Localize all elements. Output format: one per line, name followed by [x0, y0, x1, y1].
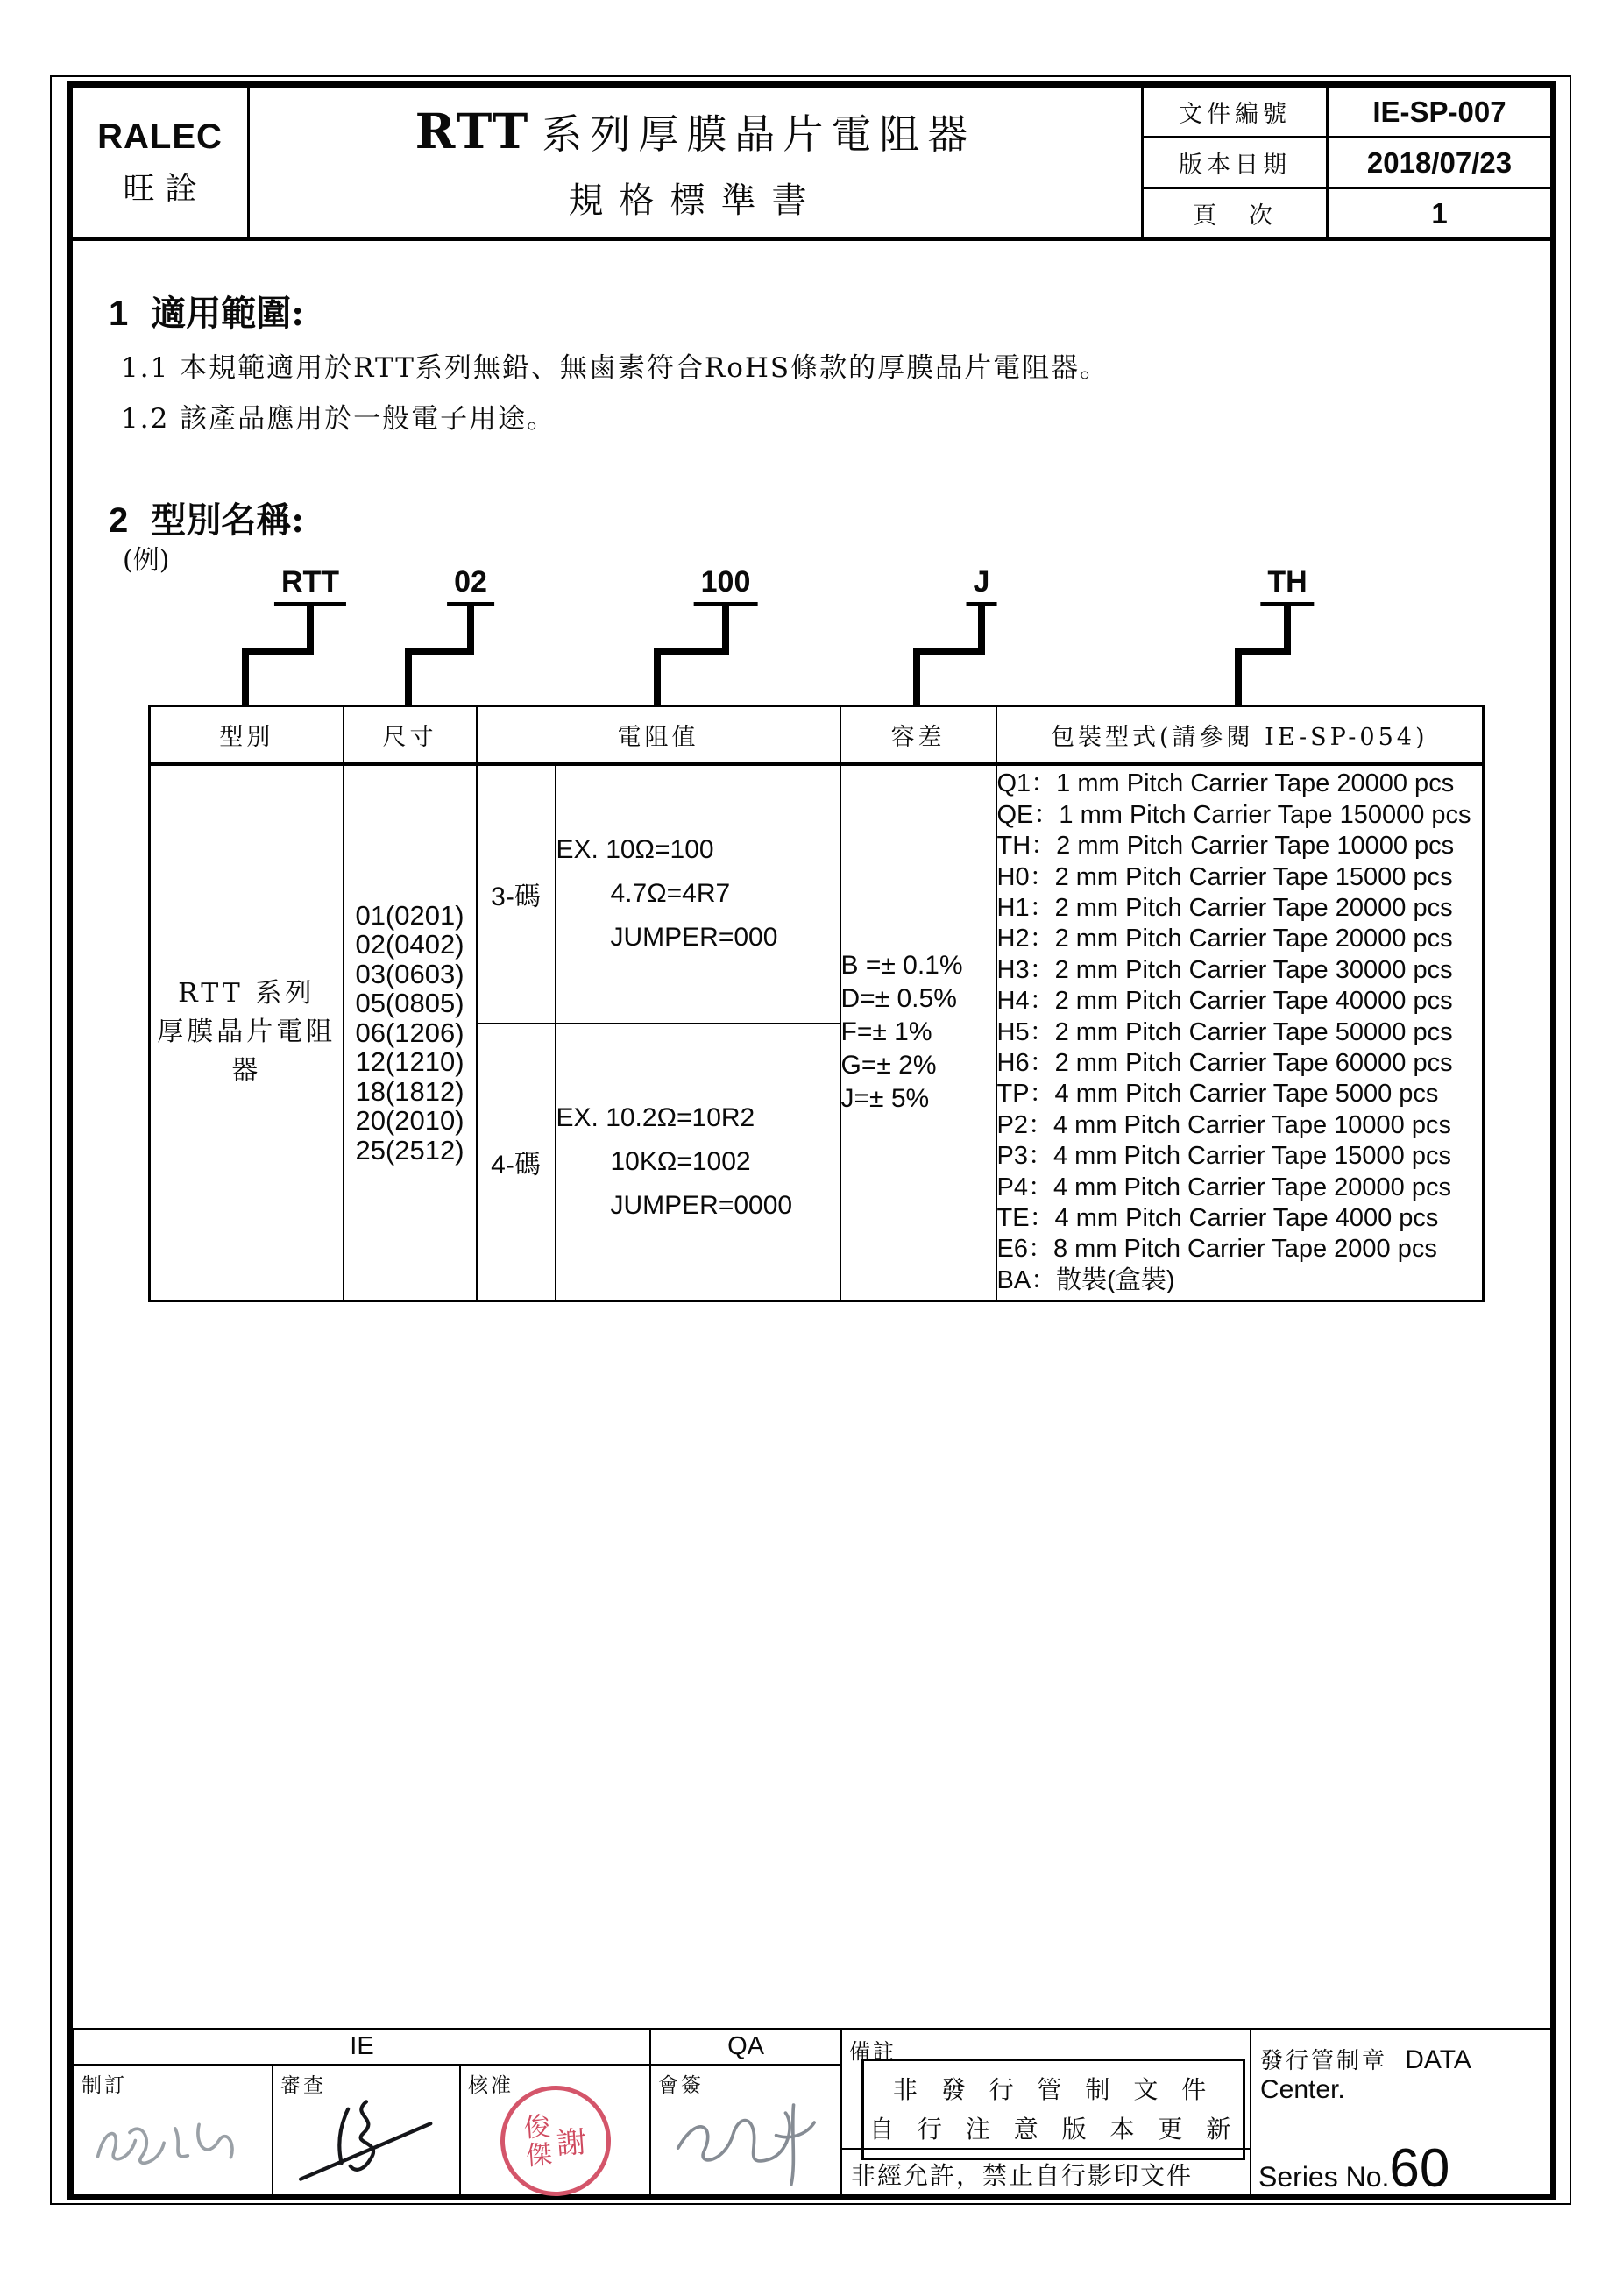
- connector-series: [245, 606, 310, 706]
- scope-item-1: 1.1 本規範適用於RTT系列無鉛、無鹵素符合RoHS條款的厚膜晶片電阻器。: [121, 352, 1109, 384]
- issue-control-value: DATA Center.: [1260, 2045, 1471, 2104]
- version-date-value: 2018/07/23: [1366, 145, 1513, 179]
- countersign-cell: [650, 2065, 841, 2198]
- packing-item: Q1：1 mm Pitch Carrier Tape 20000 pcs: [996, 769, 1455, 798]
- approver-stamp: [461, 2085, 649, 2197]
- packing-item: H1：2 mm Pitch Carrier Tape 20000 pcs: [996, 893, 1453, 922]
- section-1-number: 1: [109, 294, 129, 333]
- packing-item: H2：2 mm Pitch Carrier Tape 20000 pcs: [996, 925, 1453, 953]
- table-row-3digit: [150, 764, 1484, 1024]
- table-header-row: [150, 706, 1484, 764]
- size-item: 25(2512): [355, 1134, 464, 1166]
- countersign-signature-icon: [658, 2090, 833, 2191]
- group-ie: IE: [74, 2030, 650, 2065]
- example-line: EX. 10.2Ω=10R2: [556, 1102, 755, 1132]
- packing-item: P2：4 mm Pitch Carrier Tape 10000 pcs: [996, 1110, 1451, 1139]
- pn-code-resistance: 100: [694, 565, 758, 606]
- connector-size: [408, 606, 471, 706]
- pn-connector-lines: [0, 606, 1623, 706]
- packing-item: QE：1 mm Pitch Carrier Tape 150000 pcs: [996, 800, 1471, 829]
- connector-resistance: [657, 606, 726, 706]
- stamp-left-column: [522, 2110, 553, 2172]
- packing-item: H4：2 mm Pitch Carrier Tape 40000 pcs: [996, 987, 1453, 1016]
- company-name-cn: 旺詮: [123, 170, 208, 207]
- remark-box-line-2: 自 行 注 意 版 本 更 新: [869, 2115, 1239, 2144]
- title-cn: 系列厚膜晶片電阻器: [542, 110, 976, 158]
- packing-item: H5：2 mm Pitch Carrier Tape 50000 pcs: [996, 1017, 1453, 1046]
- stamp-right-column: 謝: [555, 2123, 588, 2161]
- reviewer-label: 審查: [280, 2073, 326, 2097]
- pn-code-size: 02: [447, 565, 494, 606]
- approver-label: 核准: [468, 2073, 514, 2097]
- 3digit-label: 3-碼: [491, 882, 541, 911]
- doc-number-value: IE-SP-007: [1372, 95, 1506, 128]
- section-2-title: 型別名稱:: [151, 500, 305, 541]
- remark-label: 備註: [849, 2039, 897, 2064]
- packing-item: H6：2 mm Pitch Carrier Tape 60000 pcs: [996, 1048, 1453, 1077]
- approval-stamp-icon: [496, 2081, 613, 2199]
- doc-number-label: 文件編號: [1144, 88, 1329, 136]
- size-item: 03(0603): [355, 958, 464, 989]
- series-label: Series No.: [1258, 2160, 1390, 2193]
- cell-type: [150, 764, 344, 1301]
- approval-table: [73, 2028, 1554, 2199]
- approver-cell: [460, 2065, 650, 2198]
- pn-code-series: RTT: [274, 565, 346, 606]
- tolerance-item: D=± 0.5%: [840, 984, 957, 1014]
- packing-item: TP：4 mm Pitch Carrier Tape 5000 pcs: [996, 1080, 1439, 1109]
- connector-tolerance: [917, 606, 982, 706]
- issue-control-cell: [1251, 2030, 1553, 2198]
- stamp-char: 俊: [522, 2110, 551, 2144]
- packing-item: P4：4 mm Pitch Carrier Tape 20000 pcs: [996, 1173, 1451, 1201]
- cell-sizes: [344, 764, 477, 1301]
- document-title: [415, 103, 976, 160]
- page-label: 頁 次: [1144, 189, 1329, 237]
- size-item: 06(1206): [355, 1017, 464, 1048]
- section-1-heading: [109, 286, 304, 336]
- tolerance-item: G=± 2%: [840, 1051, 937, 1081]
- col-header-resistance: 電阻值: [477, 706, 840, 764]
- part-number-table-wrap: [148, 705, 1485, 1302]
- reviewer-cell: [273, 2065, 460, 2198]
- packing-item: TE：4 mm Pitch Carrier Tape 4000 pcs: [996, 1203, 1439, 1232]
- example-label: (例): [123, 545, 170, 576]
- reviewer-signature-icon: [279, 2090, 454, 2191]
- packing-item: P3：4 mm Pitch Carrier Tape 15000 pcs: [996, 1142, 1451, 1171]
- example-line: EX. 10Ω=100: [556, 835, 714, 864]
- tolerance-item: J=± 5%: [840, 1084, 930, 1114]
- col-header-type: 型別: [150, 706, 344, 764]
- remark-cell: [841, 2030, 1251, 2198]
- section-1-title: 適用範圍:: [151, 293, 305, 334]
- pn-code-tolerance: J: [967, 565, 997, 606]
- part-number-table: [148, 705, 1485, 1302]
- version-date-label: 版本日期: [1144, 138, 1329, 187]
- pn-code-packing: TH: [1260, 565, 1314, 606]
- example-line: JUMPER=0000: [610, 1190, 793, 1220]
- document-subtitle: 規格標準書: [568, 181, 823, 221]
- document-info-table: [1144, 88, 1550, 237]
- remark-note: 非經允許，禁止自行影印文件: [842, 2148, 1250, 2197]
- example-line: 4.7Ω=4R7: [610, 879, 731, 908]
- size-item: 01(0201): [355, 899, 464, 931]
- example-line: 10KΩ=1002: [610, 1146, 751, 1176]
- packing-item: H0：2 mm Pitch Carrier Tape 15000 pcs: [996, 862, 1453, 891]
- col-header-size: 尺寸: [344, 706, 477, 764]
- section-2-heading: [109, 493, 304, 542]
- drafter-cell: [74, 2065, 273, 2198]
- info-row-version-date: [1144, 138, 1550, 189]
- packing-item: H3：2 mm Pitch Carrier Tape 30000 pcs: [996, 955, 1453, 984]
- type-line-2: 厚膜晶片電阻器: [157, 1017, 337, 1087]
- remark-box: [861, 2059, 1245, 2160]
- cell-packing-list: [996, 764, 1484, 1301]
- stamp-char: 傑: [524, 2138, 553, 2172]
- group-qa: QA: [650, 2030, 841, 2065]
- size-item: 12(1210): [355, 1046, 464, 1077]
- series-number: 60: [1389, 2137, 1450, 2199]
- approval-group-row: [74, 2030, 1553, 2065]
- info-row-page: [1144, 189, 1550, 237]
- approval-footer-wrap: [73, 2028, 1554, 2199]
- size-item: 18(1812): [355, 1075, 464, 1107]
- size-item: 05(0805): [355, 988, 464, 1018]
- example-line: JUMPER=000: [610, 923, 778, 952]
- size-item: 20(2010): [355, 1105, 464, 1136]
- tolerance-item: F=± 1%: [840, 1017, 932, 1047]
- company-name-en: RALEC: [97, 117, 223, 156]
- drafter-label: 制訂: [82, 2073, 127, 2097]
- issue-control-line: [1251, 2030, 1552, 2105]
- packing-item: BA：散裝(盒裝): [996, 1265, 1175, 1294]
- drafter-signature: [74, 2085, 272, 2197]
- drafter-signature-icon: [86, 2094, 261, 2186]
- cell-4digit-label: [477, 1024, 556, 1301]
- remark-top: [842, 2030, 1250, 2144]
- page-value: 1: [1431, 196, 1448, 230]
- col-header-packing: 包裝型式(請參閱 IE-SP-054): [996, 706, 1484, 764]
- series-code: RTT: [415, 103, 530, 159]
- issue-control-label: 發行管制章: [1260, 2048, 1388, 2074]
- cell-3digit-label: [477, 764, 556, 1024]
- scope-item-2: 1.2 該產品應用於一般電子用途。: [121, 403, 556, 435]
- size-item: 02(0402): [355, 929, 464, 960]
- info-row-doc-number: [1144, 88, 1550, 138]
- document-header: [73, 88, 1550, 241]
- countersign-label: 會簽: [658, 2073, 705, 2097]
- 4digit-label: 4-碼: [491, 1150, 541, 1180]
- cell-4digit-examples: [556, 1024, 840, 1301]
- col-header-tolerance: 容差: [840, 706, 996, 764]
- series-number-line: [1258, 2137, 1450, 2199]
- remark-box-line-1: 非 發 行 管 制 文 件: [892, 2075, 1215, 2104]
- section-2-number: 2: [109, 501, 129, 540]
- reviewer-signature: [273, 2085, 459, 2197]
- packing-item: TH：2 mm Pitch Carrier Tape 10000 pcs: [996, 832, 1455, 861]
- type-line-1: RTT 系列: [178, 978, 315, 1010]
- countersign-signature: [651, 2085, 840, 2197]
- cell-tolerances: [840, 764, 996, 1301]
- packing-item: E6：8 mm Pitch Carrier Tape 2000 pcs: [996, 1235, 1437, 1264]
- company-logo: [73, 88, 250, 237]
- tolerance-item: B =± 0.1%: [840, 951, 963, 981]
- document-title-block: [250, 88, 1144, 237]
- connector-packing: [1238, 606, 1287, 706]
- cell-3digit-examples: [556, 764, 840, 1024]
